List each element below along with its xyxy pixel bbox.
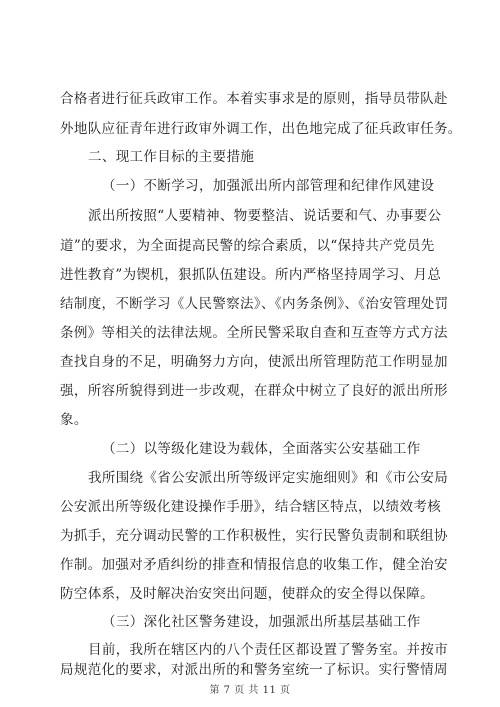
body-text-line: 强，所容所貌得到进一步改观，在群众中树立了良好的派出所形 xyxy=(60,383,448,399)
body-text-line: 进性教育”为锲机，狠抓队伍建设。所内严格坚持周学习、月总 xyxy=(60,267,442,283)
section-heading: 二、现工作目标的主要措施 xyxy=(88,149,255,165)
body-text-line: 条例》等相关的法律法规。全所民警采取自查和互查等方式方法 xyxy=(60,325,448,341)
body-text-line: 结制度，不断学习《人民警察法》、《内务条例》、《治安管理处罚 xyxy=(60,296,449,312)
body-text-line: 象。 xyxy=(60,412,88,428)
body-text-line: 作制。加强对矛盾纠纷的排查和情报信息的收集工作，健全治安 xyxy=(60,557,448,573)
body-text-line: 外地队应征青年进行政审外调工作，出色地完成了征兵政审任务。 xyxy=(60,121,462,137)
body-text-line: 防空体系，及时解决治安突出问题，使群众的安全得以保障。 xyxy=(60,586,434,602)
body-text-line: 我所围绕《省公安派出所等级评定实施细则》和《市公安局 xyxy=(88,470,449,486)
body-text-line: 为抓手，充分调动民警的工作积极性，实行民警负责制和联组协 xyxy=(60,528,448,544)
body-text-line: 公安派出所等级化建设操作手册》，结合辖区特点，以绩效考核 xyxy=(60,499,442,515)
subsection-heading: （一）不断学习，加强派出所内部管理和纪律作风建设 xyxy=(102,178,435,194)
body-text-line: 查找自身的不足，明确努力方向，使派出所管理防范工作明显加 xyxy=(60,354,448,370)
page-number-footer: 第 7 页 共 11 页 xyxy=(209,685,291,696)
body-text-line: 合格者进行征兵政审工作。本着实事求是的原则，指导员带队赴 xyxy=(60,91,448,107)
subsection-heading: （三）深化社区警务建设，加强派出所基层基础工作 xyxy=(102,614,421,630)
body-text-line: 局规范化的要求，对派出所的和警务室统一了标识。实行警情周 xyxy=(60,662,448,678)
subsection-heading: （二）以等级化建设为载体，全面落实公安基础工作 xyxy=(102,441,421,457)
body-text-line: 目前，我所在辖区内的八个责任区都设置了警务室。并按市 xyxy=(88,642,449,658)
body-text-line: 道”的要求，为全面提高民警的综合素质，以“保持共产党员先 xyxy=(60,238,435,254)
body-text-line: 派出所按照“人要精神、物要整洁、说话要和气、办事要公 xyxy=(88,208,442,224)
